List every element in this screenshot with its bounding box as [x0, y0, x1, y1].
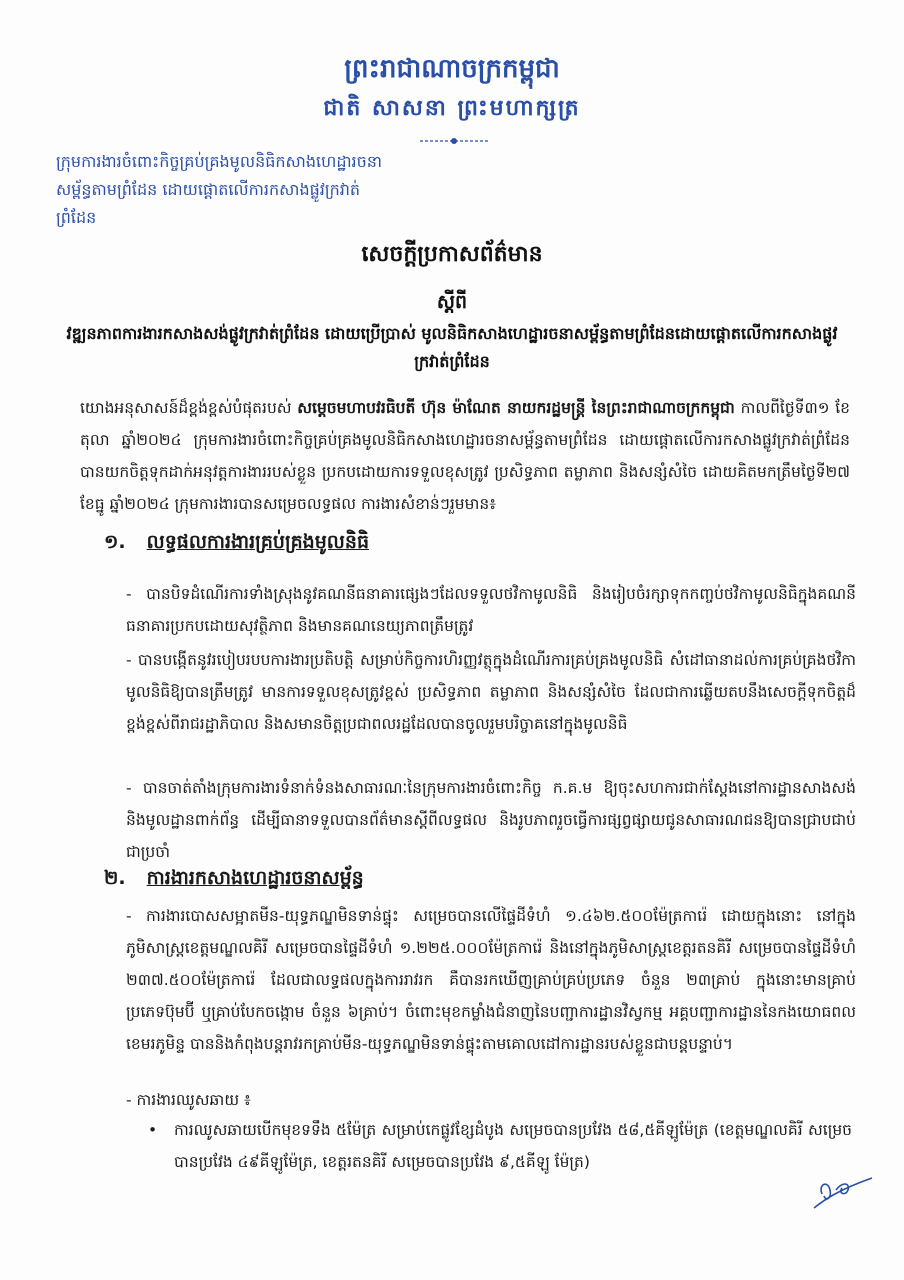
intro-rest: កាលពីថ្ងៃទី៣១ ខែតុលា ឆ្នាំ២០២៤ ក្រុមការងារចំពោះកិច្ចគ្រប់គ្រងមូលនិធិកសាងហេដ្ឋារចនាសម្ព័ន្ធតាមព្រំដែន ដោយផ្ដោតលើការកសាងផ្លូវក្រវាត់ព្រំដែន បានយកចិត្តទុកដាក់អនុវត្តការងាររបស់ខ្លួន ប្រកបដោយការទទួលខុសត្រូវ ប្រសិទ្ធភាព តម្លាភាព និងសន្សំសំចៃ ដោយគិតមកត្រឹមថ្ងៃទី២៧ ខែធ្នូ ឆ្នាំ២០២៤ ក្រុមការងារបានសម្រេចលទ្ធផល ការងារសំខាន់ៗរួមមាន៖	[80, 399, 850, 513]
intro-paragraph	[80, 392, 850, 520]
section-2-item: - ការងារឈូសឆាយ ៖	[126, 1091, 251, 1109]
section-2-item: - ការងារបោសសម្អាតមីន-យុទ្ធភណ្ឌមិនទាន់ផ្ទុះ សម្រេចបានលើផ្ទៃដីទំហំ ១.៤៦២.៥០០ម៉ែត្រការ៉េ ដោយក្នុងនោះ នៅក្នុងភូមិសាស្ត្រខេត្តមណ្ឌលគិរី សម្រេចបានផ្ទៃដីទំហំ ១.២២៥.០០០ម៉ែត្រការ៉េ និងនៅក្នុងភូមិសាស្ត្រខេត្តរតនគិរី សម្រេចបានផ្ទៃដីទំហំ ២៣៧.៥០០ម៉ែត្រការ៉េ ដែលជាលទ្ធផលក្នុងការរាវរក គឺបានរកឃើញគ្រាប់គ្រប់ប្រភេទ ចំនួន ២៣គ្រាប់ ក្នុងនោះមានគ្រាប់ប្រភេទប៊ុមប៊ី ឬគ្រាប់បែកចង្កោម ចំនួន ៦គ្រាប់។ ចំពោះមុខកម្លាំងជំនាញនៃបញ្ជាការដ្ឋានវិស្វកម្ម អគ្គបញ្ជាការដ្ឋាននៃកងយោធពលខេមរភូមិន្ទ បាននិងកំពុងបន្តរាវរកគ្រាប់មីន-យុទ្ធភណ្ឌមិនទាន់ផ្ទុះតាមគោលដៅការដ្ឋានរបស់ខ្លួនជាបន្តបន្ទាប់។	[126, 907, 856, 1053]
section-1-heading	[104, 530, 369, 558]
section-2-heading	[104, 866, 364, 894]
section-1-label: លទ្ធផលការងារគ្រប់គ្រងមូលនិធិ	[146, 531, 370, 553]
section-1-item: - បានចាត់តាំងក្រុមការងារទំនាក់ទំនងសាធារណៈនៃក្រុមការងារចំពោះកិច្ច ក.គ.ម ឱ្យចុះសហការជាក់ស្ដែងនៅការដ្ឋានសាងសង់ និងមូលដ្ឋានពាក់ព័ន្ធ ដើម្បីធានាទទួលបានព័ត៌មានស្ដីពីលទ្ធផល និងរូបភាពរួចធ្វើការផ្សព្វផ្សាយជូនសាធារណជនឱ្យបានជ្រាបជាប់ជាប្រចាំ	[126, 779, 856, 861]
intro-bold-name: សម្ដេចមហាបវរធិបតី ហ៊ុន ម៉ាណែត នាយករដ្ឋមន្ត្រី នៃព្រះរាជាណាចក្រកម្ពុជា	[297, 399, 735, 417]
bullet-item	[148, 1114, 852, 1178]
initials-signature-icon	[808, 1160, 878, 1216]
motto-header: ជាតិ សាសនា ព្រះមហាក្សត្រ	[323, 96, 581, 121]
department-name: ក្រុមការងារចំពោះកិច្ចគ្រប់គ្រងមូលនិធិកសាងហេដ្ឋារចនាសម្ព័ន្ធតាមព្រំដែន ដោយផ្ដោតលើការកសាងផ្លូវក្រវាត់ព្រំដែន	[56, 152, 383, 227]
kingdom-header: ព្រះរាជាណាចក្រកម្ពុជា	[344, 54, 560, 84]
ornament-divider-icon	[420, 136, 488, 146]
section-2-label: ការងារកសាងហេដ្ឋារចនាសម្ព័ន្ធ	[146, 867, 364, 889]
announcement-title: សេចក្ដីប្រកាសព័ត៌មាន	[361, 242, 543, 267]
announcement-about: ស្ដីពី	[436, 291, 468, 313]
section-2-number: ២.	[104, 867, 126, 889]
intro-lead: យោងអនុសាសន៍ដ៏ខ្ពង់ខ្ពស់បំផុតរបស់	[80, 399, 298, 417]
bullet-dot-icon: •	[148, 1121, 158, 1139]
section-1-item: - បានបង្កើតនូវរបៀបរបបការងារប្រតិបត្តិ សម្រាប់កិច្ចការហិរញ្ញវត្ថុក្នុងដំណើរការគ្រប់គ្រងមូលនិធិ សំដៅធានាដល់ការគ្រប់គ្រងថវិកាមូលនិធិឱ្យបានត្រឹមត្រូវ មានការទទួលខុសត្រូវខ្ពស់ ប្រសិទ្ធភាព តម្លាភាព និងសន្សំសំចៃ ដែលជាការឆ្លើយតបនឹងសេចក្ដីទុកចិត្តដ៏ខ្ពង់ខ្ពស់ពីរាជរដ្ឋាភិបាល និងសមានចិត្តប្រជាពលរដ្ឋដែលបានចូលរួមបរិច្ចាគនៅក្នុងមូលនិធិ	[126, 651, 856, 733]
section-1-number: ១.	[104, 531, 126, 553]
announcement-subject: វឌ្ឍនភាពការងារកសាងសង់ផ្លូវក្រវាត់ព្រំដែន ដោយប្រើប្រាស់ មូលនិធិកសាងហេដ្ឋារចនាសម្ព័ន្ធតាមព្រំដែនដោយផ្ដោតលើការកសាងផ្លូវក្រវាត់ព្រំដែន	[66, 324, 838, 371]
bullet-text: ការឈូសឆាយបើកមុខទទឹង ៥ម៉ែត្រ សម្រាប់កេផ្លូវខ្សែដំបូង សម្រេចបានប្រវែង ៥៨,៥គីឡូម៉ែត្រ (ខេត្តមណ្ឌលគិរី សម្រេចបានប្រវែង ៤៩គីឡូម៉ែត្រ, ខេត្តរតនគិរី សម្រេចបានប្រវែង ៩,៥គីឡូ ម៉ែត្រ)	[174, 1121, 852, 1171]
section-1-item: - បានបិទដំណើរការទាំងស្រុងនូវគណនីធនាគារផ្សេងៗដែលទទួលថវិកាមូលនិធិ និងរៀបចំរក្សាទុកកញ្ចប់ថវិកាមូលនិធិក្នុងគណនីធនាគារប្រកបដោយសុវត្ថិភាព និងមានគណនេយ្យភាពត្រឹមត្រូវ	[126, 585, 856, 635]
